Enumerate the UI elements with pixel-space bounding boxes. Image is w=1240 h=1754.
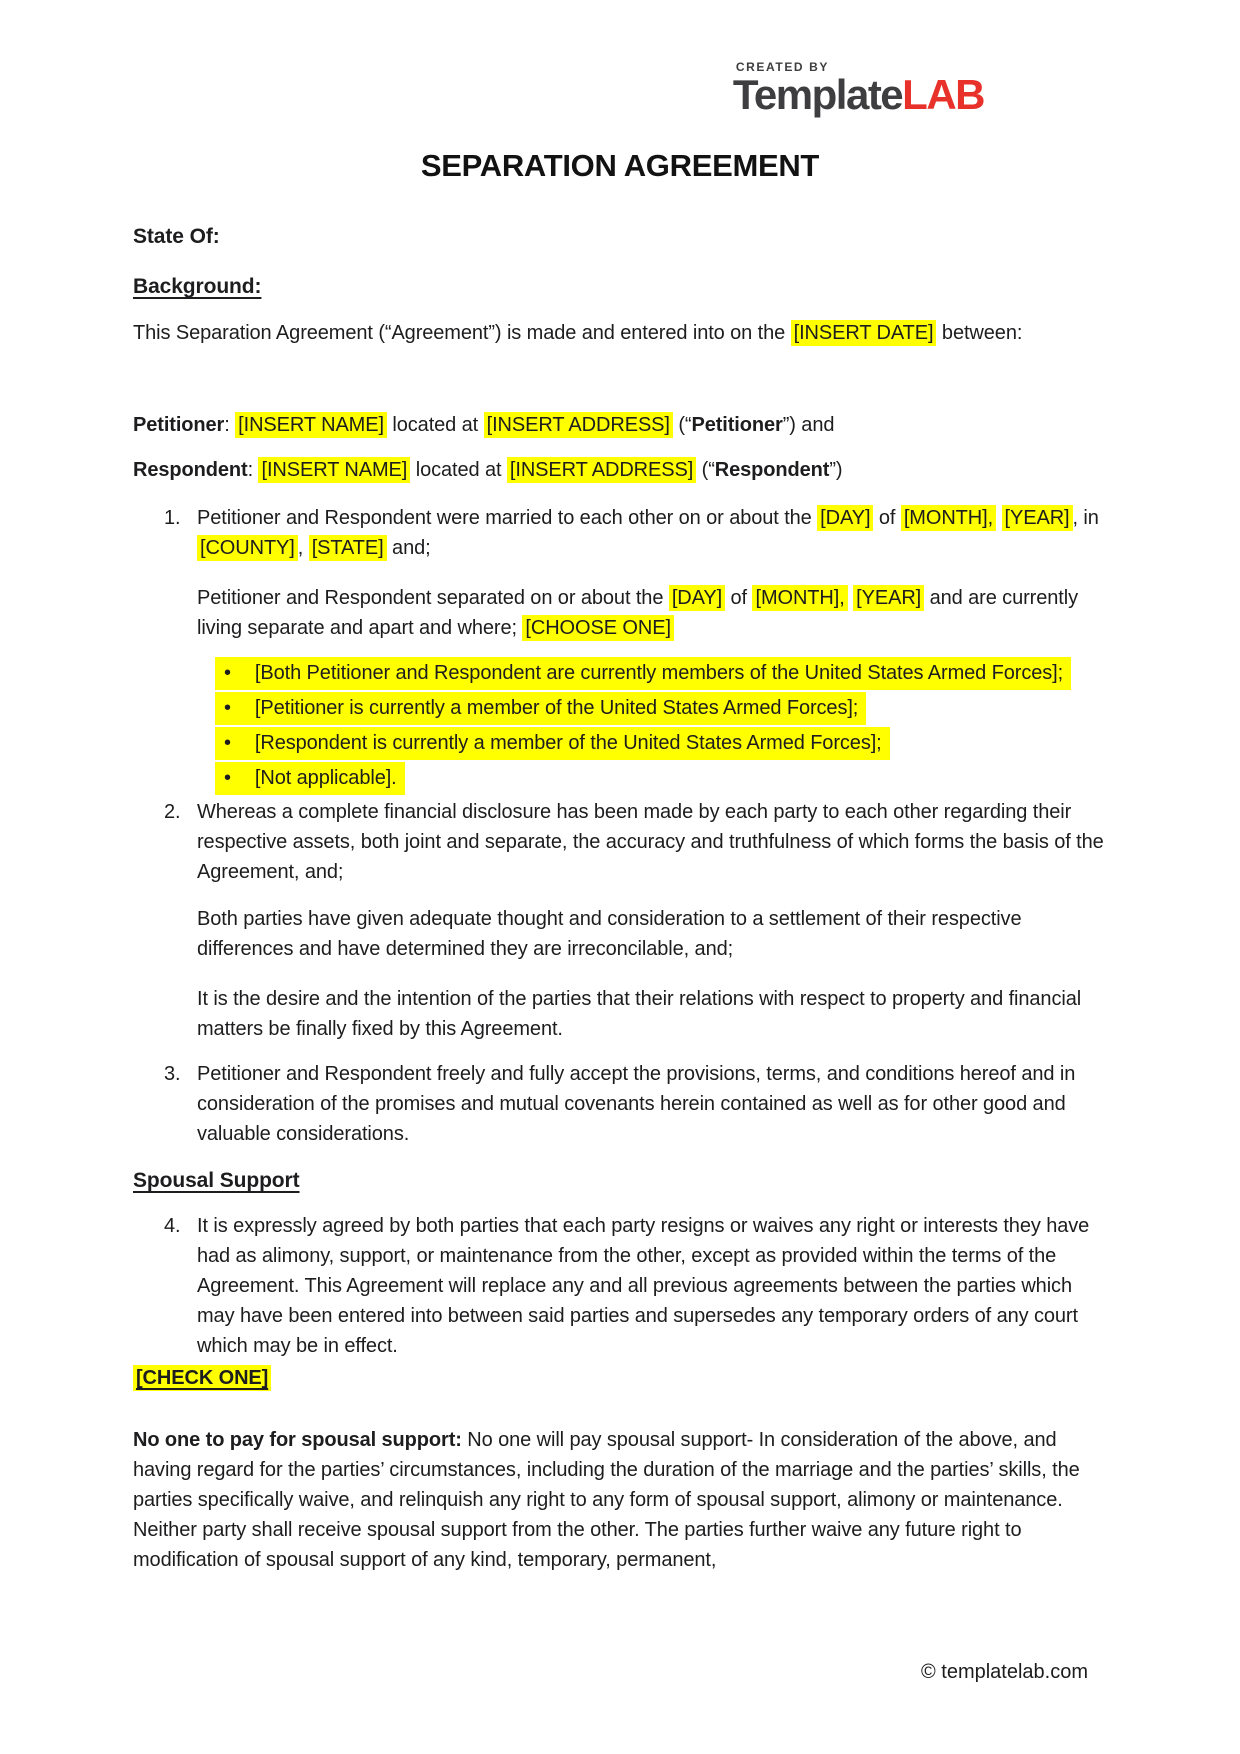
text-segment: between:	[936, 322, 1023, 344]
highlight-placeholder: [YEAR]	[853, 585, 924, 611]
logo-brand-primary: Template	[732, 71, 903, 118]
text-segment: located at	[410, 459, 507, 481]
bullet-text: [Respondent is currently a member of the United States Armed Forces];	[254, 732, 882, 754]
highlight-placeholder: [INSERT NAME]	[258, 457, 410, 483]
paragraph	[133, 455, 1107, 485]
logo-brand-secondary: LAB	[902, 71, 984, 118]
highlight-placeholder	[215, 657, 1071, 690]
paragraph	[133, 1363, 1107, 1393]
text-segment: No one will pay spousal support- In consideration of the above, and having regard for the parties’ circumstances, including the duration of the marriage and the parties’ skills, the parties specifically waive, and relinquish any right to any form of spousal support, alimony or maintenance. Neither party shall receive spousal support from the other. The parties further waive any future right to modification of spousal support of any kind, temporary, permanent,	[133, 1429, 1080, 1571]
section-heading: Background:	[133, 275, 262, 298]
bullet-item	[215, 657, 1107, 690]
logo-brand-text	[732, 71, 984, 118]
text-segment: It is the desire and the intention of the parties that their relations with respect to property and financial matters be finally fixed by this Agreement.	[197, 988, 1082, 1040]
text-segment: No one to pay for spousal support:	[133, 1429, 462, 1451]
text-segment: :	[247, 459, 259, 481]
highlight-placeholder: [YEAR]	[1002, 505, 1073, 531]
bullet-icon: •	[224, 697, 231, 719]
highlight-placeholder: [MONTH],	[752, 585, 847, 611]
highlight-placeholder: [COUNTY]	[197, 535, 298, 561]
highlight-placeholder: [CHECK ONE]	[133, 1365, 271, 1391]
text-segment	[996, 507, 1001, 529]
paragraph	[133, 1425, 1107, 1575]
text-segment: Whereas a complete financial disclosure has been made by each party to each other regarding their respective assets, both joint and separate, the accuracy and truthfulness of which forms the basis of the Agreement, and;	[197, 801, 1104, 883]
paragraph	[197, 904, 1107, 964]
text-segment: Respondent	[714, 459, 830, 481]
paragraph	[133, 318, 1107, 348]
text-segment: Petitioner and Respondent freely and fully accept the provisions, terms, and conditions hereof and in consideration of the promises and mutual covenants herein contained as well as for other good and valuable considerations.	[197, 1063, 1076, 1145]
list-number: 3.	[164, 1063, 181, 1085]
text-segment: Petitioner	[133, 414, 225, 436]
text-segment: ”)	[829, 459, 843, 481]
highlight-placeholder: [STATE]	[309, 535, 387, 561]
text-segment: Petitioner and Respondent were married to each other on or about the	[197, 507, 818, 529]
section-heading: State Of:	[133, 225, 220, 248]
list-number: 2.	[164, 801, 181, 823]
highlight-placeholder: [INSERT ADDRESS]	[484, 412, 673, 438]
highlight-placeholder: [DAY]	[669, 585, 725, 611]
text-segment: located at	[386, 414, 484, 436]
highlight-placeholder: [INSERT NAME]	[235, 412, 387, 438]
bullet-list	[133, 657, 1107, 795]
logo-created-by-label: CREATED BY	[735, 60, 830, 74]
text-segment: :	[224, 414, 236, 436]
text-segment: This Separation Agreement (“Agreement”) is made and entered into on the	[133, 322, 791, 344]
numbered-item	[133, 797, 1107, 887]
highlight-placeholder: [MONTH],	[901, 505, 996, 531]
highlight-placeholder: [INSERT ADDRESS]	[507, 457, 696, 483]
templatelab-logo	[732, 60, 984, 118]
text-segment: (“	[672, 414, 692, 436]
bullet-icon: •	[224, 767, 231, 789]
page-title: SEPARATION AGREEMENT	[420, 148, 820, 183]
text-segment: of	[873, 507, 901, 529]
text-segment: and are currently living separate and apart and where;	[197, 587, 1078, 639]
text-segment: Petitioner	[691, 414, 783, 436]
list-number: 1.	[164, 507, 181, 529]
text-segment: Petitioner and Respondent separated on or about the	[197, 587, 669, 609]
highlight-placeholder: [INSERT DATE]	[791, 320, 937, 346]
highlight-placeholder	[215, 692, 866, 725]
text-segment: , in	[1072, 507, 1099, 529]
paragraph	[197, 583, 1107, 643]
highlight-placeholder: [CHOOSE ONE]	[522, 615, 674, 641]
bullet-text: [Both Petitioner and Respondent are currently members of the United States Armed Forces];	[254, 662, 1064, 684]
text-segment: and;	[386, 537, 431, 559]
paragraph	[197, 984, 1107, 1044]
text-segment: ,	[297, 537, 309, 559]
bullet-icon: •	[224, 732, 231, 754]
bullet-item	[215, 727, 1107, 760]
numbered-item	[133, 1059, 1107, 1149]
text-segment: (“	[696, 459, 715, 481]
bullet-text: [Not applicable].	[254, 767, 397, 789]
bullet-item	[215, 762, 1107, 795]
highlight-placeholder	[215, 762, 405, 795]
text-segment: of	[725, 587, 753, 609]
text-segment: Both parties have given adequate thought and consideration to a settlement of their respective differences and have determined they are irreconcilable, and;	[197, 908, 1022, 960]
bullet-item	[215, 692, 1107, 725]
paragraph	[133, 410, 1107, 440]
highlight-placeholder: [DAY]	[817, 505, 873, 531]
highlight-placeholder	[215, 727, 890, 760]
list-number: 4.	[164, 1215, 181, 1237]
bullet-text: [Petitioner is currently a member of the United States Armed Forces];	[254, 697, 859, 719]
footer-copyright: © templatelab.com	[920, 1661, 1088, 1683]
text-segment: Respondent	[133, 459, 248, 481]
numbered-item	[133, 1211, 1107, 1361]
bullet-icon: •	[224, 662, 231, 684]
numbered-item	[133, 503, 1107, 563]
section-heading: Spousal Support	[133, 1169, 300, 1192]
text-segment: ”) and	[782, 414, 835, 436]
document-body	[0, 222, 1240, 1575]
text-segment: It is expressly agreed by both parties that each party resigns or waives any right or interests they have had as alimony, support, or maintenance from the other, except as provided within the terms of the Agreement. This Agreement will replace any and all previous agreements between the parties which may have been entered into between said parties and supersedes any temporary orders of any court which may be in effect.	[197, 1215, 1090, 1357]
